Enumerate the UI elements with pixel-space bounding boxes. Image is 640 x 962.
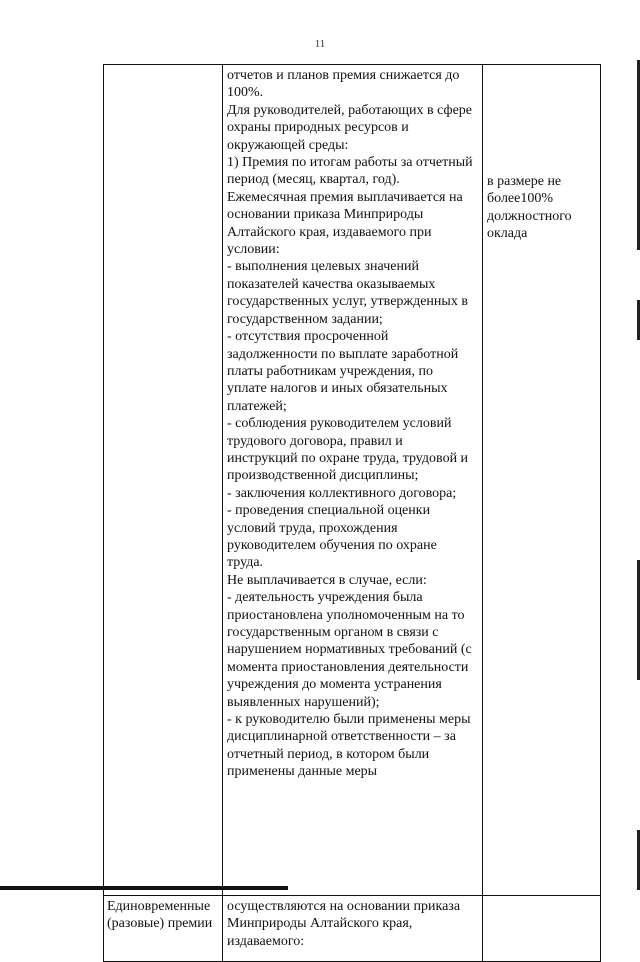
text-line: Не выплачивается в случае, если: [227,572,427,588]
text-line: отчетный период, в котором были [227,746,430,762]
text-line: производственной дисциплины; [227,468,419,484]
row1-category-cell [104,65,223,896]
text-line: уплате налогов и иных обязательных [227,381,448,397]
text-line: должностного [487,208,572,224]
text-line: применены данные меры [227,764,378,780]
text-line: 1) Премия по итогам работы за отчетный [227,155,473,171]
text-line: (разовые) премии [107,916,213,932]
text-line: государственном задании; [227,311,383,327]
text-line: государственных услуг, утвержденных в [227,294,468,310]
text-line: период (месяц, квартал, год). [227,172,400,188]
text-line: трудового договора, правил и [227,433,403,449]
table-row [104,896,601,962]
text-line: отчетов и планов премия снижается до [227,68,460,83]
page-number: 11 [314,38,326,50]
text-line: Ежемесячная премия выплачивается на [227,189,463,205]
text-line: приостановлена уполномоченным на то [227,607,465,623]
document-table [103,64,601,962]
text-line: Для руководителей, работающих в сфере [227,102,473,118]
table-row [104,65,601,896]
text-line: государственным органом в связи с [227,625,439,640]
text-line: условии: [227,242,280,258]
text-line: - проведения специальной оценки [227,503,431,519]
text-line: условий труда, прохождения [227,520,398,536]
text-line: окружающей среды: [227,137,349,153]
text-line: нарушением нормативных требований (с [227,642,472,658]
scan-bottom-bar [0,886,288,890]
text-line: дисциплинарной ответственности – за [227,729,456,745]
row1-amount-cell [483,65,601,896]
text-line: 100%. [227,85,264,101]
text-line: руководителем обучения по охране [227,537,437,553]
text-line: охраны природных ресурсов и [227,120,409,136]
text-line: задолженности по выплате заработной [227,346,459,362]
text-line: платежей; [227,398,287,414]
row2-amount-cell [483,896,601,962]
row2-category-cell [104,896,223,962]
text-line: - к руководителю были применены меры [227,712,471,728]
row1-conditions-cell [223,65,483,896]
text-line: оклада [487,226,528,242]
text-line: Алтайского края, издаваемого при [227,224,432,240]
text-line: - отсутствия просроченной [227,329,389,345]
text-line: - выполнения целевых значений [227,259,419,275]
text-line: момента приостановления деятельности [227,659,469,675]
text-line: - деятельность учреждения была [227,590,423,606]
text-line: в размере не [487,174,562,189]
text-line: - соблюдения руководителем условий [227,416,452,432]
text-line: труда. [227,555,264,571]
text-line: более100% [487,191,554,207]
text-line: основании приказа Минприроды [227,207,424,223]
text-line: Минприроды Алтайского края, [227,916,413,932]
text-line: осуществляются на основании приказа [227,899,461,914]
row2-conditions-cell [223,896,483,962]
text-line: учреждения до момента устранения [227,677,442,693]
text-line: инструкций по охране труда, трудовой и [227,450,469,466]
text-line: показателей качества оказываемых [227,276,436,292]
text-line: издаваемого: [227,933,305,949]
text-line: Единовременные [107,899,211,914]
text-line: - заключения коллективного договора; [227,485,457,501]
text-line: платы работникам учреждения, по [227,363,433,379]
text-line: выявленных нарушений); [227,694,380,710]
